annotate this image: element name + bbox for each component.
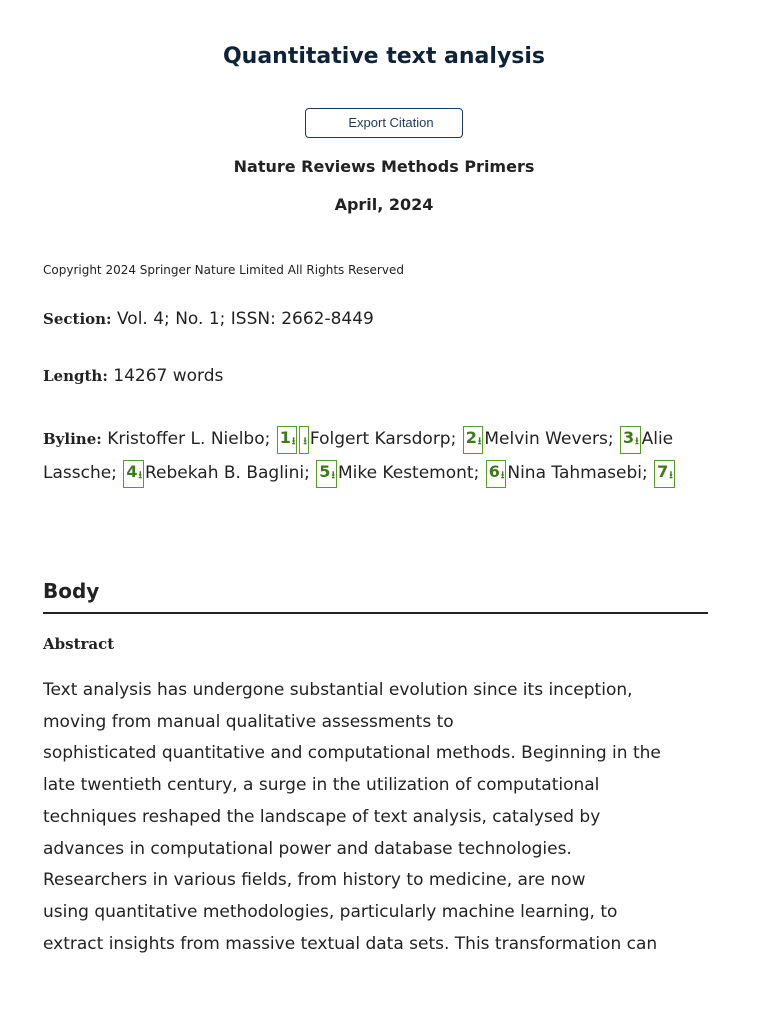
copyright-notice: Copyright 2024 Springer Nature Limited All Rights Reserved <box>43 263 404 277</box>
download-icon: ⭳ <box>477 436 482 447</box>
affiliation-number: 3 <box>622 428 635 447</box>
affiliation-link[interactable] <box>463 426 484 454</box>
abstract-line: extract insights from massive textual data sets. This transformation can <box>43 933 658 954</box>
abstract-line: late twentieth century, a surge in the utilization of computational <box>43 775 600 796</box>
affiliation-link[interactable] <box>123 460 144 488</box>
length-label: Length: <box>43 367 108 385</box>
abstract-line: techniques reshaped the landscape of text analysis, catalysed by <box>43 806 601 827</box>
affiliation-number: 4 <box>126 462 138 481</box>
abstract-heading: Abstract <box>43 635 115 653</box>
author-name: Rebekah B. Baglini; <box>144 463 316 483</box>
abstract-line: sophisticated quantitative and computational methods. Beginning in the <box>43 743 661 764</box>
download-icon: ⭳ <box>331 470 335 481</box>
abstract-paragraph <box>43 675 723 960</box>
section-value: Vol. 4; No. 1; ISSN: 2662-8449 <box>117 309 374 329</box>
export-citation-button[interactable]: Export Citation <box>305 108 463 138</box>
abstract-line: Text analysis has undergone substantial evolution since its inception, <box>43 680 633 700</box>
section-label: Section: <box>43 310 112 328</box>
affiliation-link[interactable] <box>486 460 507 488</box>
section-line <box>43 309 374 329</box>
affiliation-link[interactable] <box>620 426 641 454</box>
affiliation-number: 5 <box>319 462 331 481</box>
download-icon: ⭳ <box>303 436 307 447</box>
affiliation-link[interactable] <box>299 426 309 454</box>
document-title: Quantitative text analysis <box>222 44 546 69</box>
author-name: Melvin Wevers; <box>484 429 619 449</box>
body-heading: Body <box>43 579 100 603</box>
byline <box>43 422 723 490</box>
affiliation-link[interactable] <box>277 426 298 454</box>
affiliation-link[interactable] <box>316 460 337 488</box>
affiliation-number: 6 <box>488 462 500 481</box>
author-name: Mike Kestemont; <box>337 463 485 483</box>
download-icon: ⭳ <box>669 470 673 481</box>
author-name: Kristoffer L. Nielbo; <box>107 429 276 449</box>
author-name: Folgert Karsdorp; <box>309 429 462 449</box>
affiliation-link[interactable] <box>654 460 675 488</box>
abstract-line: using quantitative methodologies, particularly machine learning, to <box>43 901 618 922</box>
length-line <box>43 366 223 386</box>
affiliation-number: 1 <box>279 428 291 447</box>
download-icon: ⭳ <box>500 470 505 481</box>
download-icon: ⭳ <box>635 436 639 447</box>
author-name: Alie Lassche; <box>43 429 674 483</box>
length-value: 14267 words <box>113 366 224 386</box>
download-icon: ⭳ <box>291 436 296 447</box>
publication-name: Nature Reviews Methods Primers <box>233 157 535 176</box>
affiliation-number: 7 <box>657 462 669 481</box>
download-icon: ⭳ <box>138 470 142 481</box>
affiliation-number: 2 <box>465 428 477 447</box>
abstract-line: Researchers in various fields, from history to medicine, are now <box>43 870 586 891</box>
abstract-line: moving from manual qualitative assessments to <box>43 711 454 732</box>
body-divider <box>43 612 708 614</box>
publication-date: April, 2024 <box>334 195 434 214</box>
author-name: Nina Tahmasebi; <box>507 463 654 483</box>
abstract-line: advances in computational power and database technologies. <box>43 838 572 859</box>
byline-label: Byline: <box>43 430 102 448</box>
